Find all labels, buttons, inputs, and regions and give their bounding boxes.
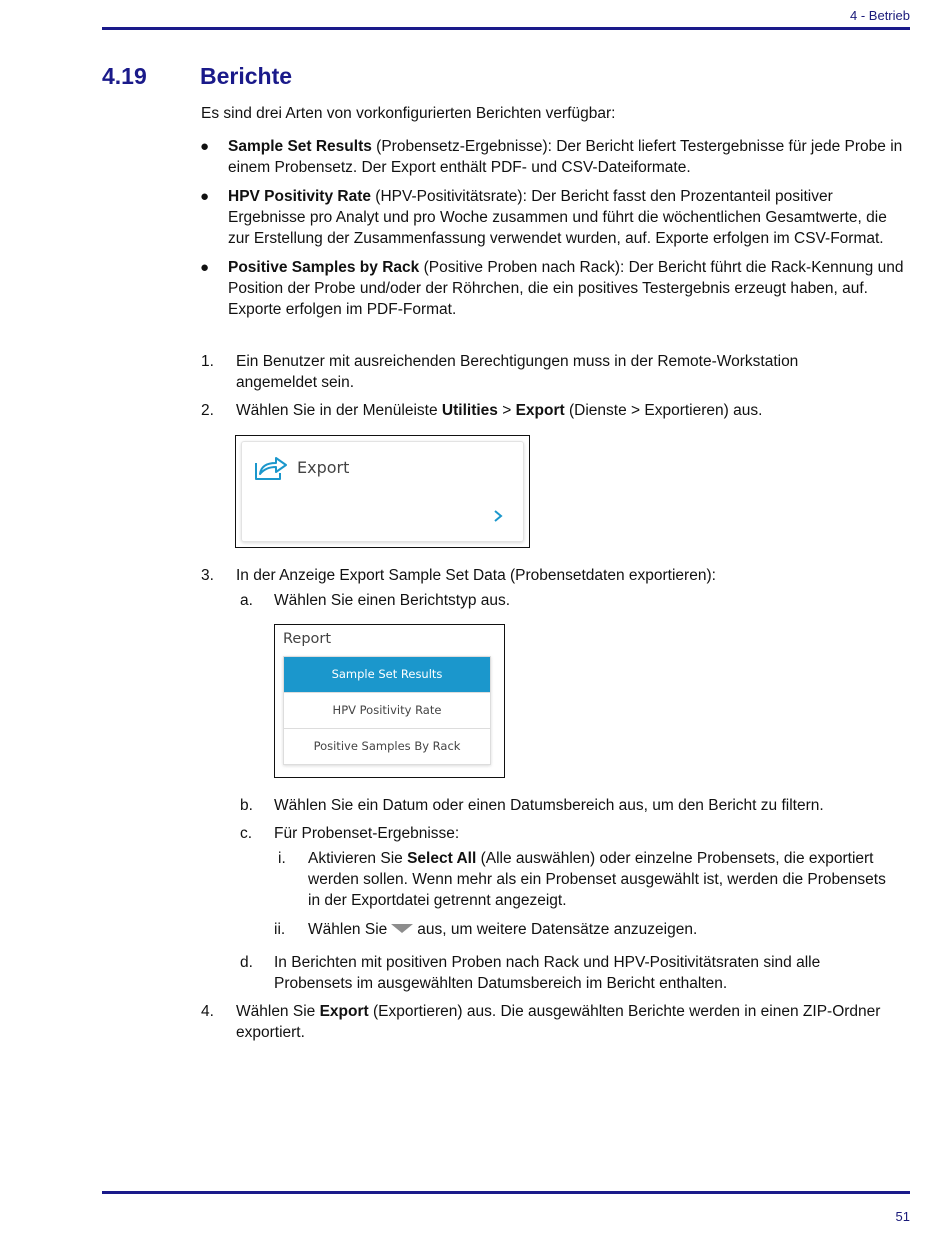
bullet-term: HPV Positivity Rate: [228, 188, 371, 205]
step-number: ii.: [274, 921, 286, 938]
step-text: Wählen Sie Export (Exportieren) aus. Die ausgewählten Berichte werden in einen ZIP-Ordner exportiert.: [236, 1003, 881, 1041]
section-number: 4.19: [102, 63, 147, 89]
chevron-right-icon[interactable]: [493, 509, 503, 523]
report-type-dropdown[interactable]: [283, 656, 491, 765]
step-number: a.: [240, 592, 253, 609]
bullet-text: (HPV-Positivitätsrate): Der Bericht fasst den Prozentanteil positiver Ergebnisse pro Analyt und pro Woche zusammen und führt die wöchentlichen Gesamtwerte, die zur Erstellung der Zusammenfassung verwendet wurden, auf. Exporte erfolgen im CSV-Format.: [228, 188, 887, 247]
list-item: ● HPV Positivity Rate (HPV-Positivitätsrate): Der Bericht fasst den Prozentanteil positiver Ergebnisse pro Analyt und pro Woche zusammen und führt die wöchentlichen Gesamtwerte, die zur Erstellung der Zusammenfassung verwendet wurden, auf. Exporte erfolgen im CSV-Format.: [200, 188, 887, 247]
step-number: b.: [240, 797, 253, 814]
dropdown-arrow-icon: [391, 924, 413, 933]
step-text: Wählen Sie in der Menüleiste Utilities > Export (Dienste > Exportieren) aus.: [236, 402, 763, 419]
section-title: Berichte: [200, 63, 293, 89]
step-number: 4.: [201, 1003, 214, 1020]
footer-rule: [102, 1191, 910, 1194]
report-label: Report: [283, 631, 332, 647]
export-label: Export: [297, 458, 350, 477]
report-option-hpv-positivity-rate[interactable]: HPV Positivity Rate: [284, 692, 490, 728]
export-arrow-icon: [252, 454, 290, 482]
step-number: 3.: [201, 567, 214, 584]
report-option-positive-samples-by-rack[interactable]: Positive Samples By Rack: [284, 728, 490, 764]
step-text: Ein Benutzer mit ausreichenden Berechtigungen muss in der Remote-Workstation angemeldet sein.: [236, 353, 799, 391]
bullet-text: (Positive Proben nach Rack): Der Bericht führt die Rack-Kennung und Position der Probe und/oder der Röhrchen, die ein positives Testergebnis erzeugt haben, auf. Exporte erfolgen im PDF-Format.: [228, 259, 904, 318]
step-text: In Berichten mit positiven Proben nach Rack und HPV-Positivitätsraten sind alle Probensets im ausgewählten Datumsbereich im Bericht enthalten.: [274, 954, 821, 992]
step-text: Wählen Sie einen Berichtstyp aus.: [274, 592, 511, 609]
chapter-label: 4 - Betrieb: [850, 8, 910, 23]
list-item: ● Positive Samples by Rack (Positive Proben nach Rack): Der Bericht führt die Rack-Kennung und Position der Probe und/oder der Röhrchen, die ein positives Testergebnis erzeugt haben, auf. Exporte erfolgen im PDF-Format.: [200, 259, 904, 318]
step-number: 2.: [201, 402, 214, 419]
export-screenshot: [235, 435, 530, 548]
step-number: d.: [240, 954, 253, 971]
step-text: Wählen Sie ein Datum oder einen Datumsbereich aus, um den Bericht zu filtern.: [274, 797, 824, 814]
report-types-list: [200, 136, 912, 328]
export-tile[interactable]: [241, 441, 524, 542]
page-number: 51: [895, 1209, 910, 1224]
step-number: i.: [278, 850, 286, 867]
list-item: ● Sample Set Results (Probensetz-Ergebnisse): Der Bericht liefert Testergebnisse für jede Probe in einem Probensetz. Der Export enthält PDF- und CSV-Dateiformate.: [200, 138, 903, 176]
step-text: Für Probenset-Ergebnisse:: [274, 825, 460, 842]
step-text: Aktivieren Sie Select All (Alle auswählen) oder einzelne Probensets, die exportiert werden sollen. Wenn mehr als ein Probenset ausgewählt ist, werden die Probensets in der Exportdatei getrennt angezeigt.: [308, 850, 886, 909]
bullet-term: Sample Set Results: [228, 138, 372, 155]
step-number: 1.: [201, 353, 214, 370]
step-text: In der Anzeige Export Sample Set Data (Probensetdaten exportieren):: [236, 567, 716, 584]
bullet-text: (Probensetz-Ergebnisse): Der Bericht liefert Testergebnisse für jede Probe in einem Probensetz. Der Export enthält PDF- und CSV-Dateiformate.: [228, 138, 903, 176]
step-text: Wählen Sie aus, um weitere Datensätze anzuzeigen.: [308, 921, 698, 938]
intro-text: Es sind drei Arten von vorkonfigurierten Berichten verfügbar:: [201, 105, 616, 122]
report-screenshot: [274, 624, 505, 778]
report-option-sample-set-results[interactable]: Sample Set Results: [284, 657, 490, 692]
bullet-term: Positive Samples by Rack: [228, 259, 420, 276]
header-rule: [102, 27, 910, 30]
step-number: c.: [240, 825, 253, 842]
